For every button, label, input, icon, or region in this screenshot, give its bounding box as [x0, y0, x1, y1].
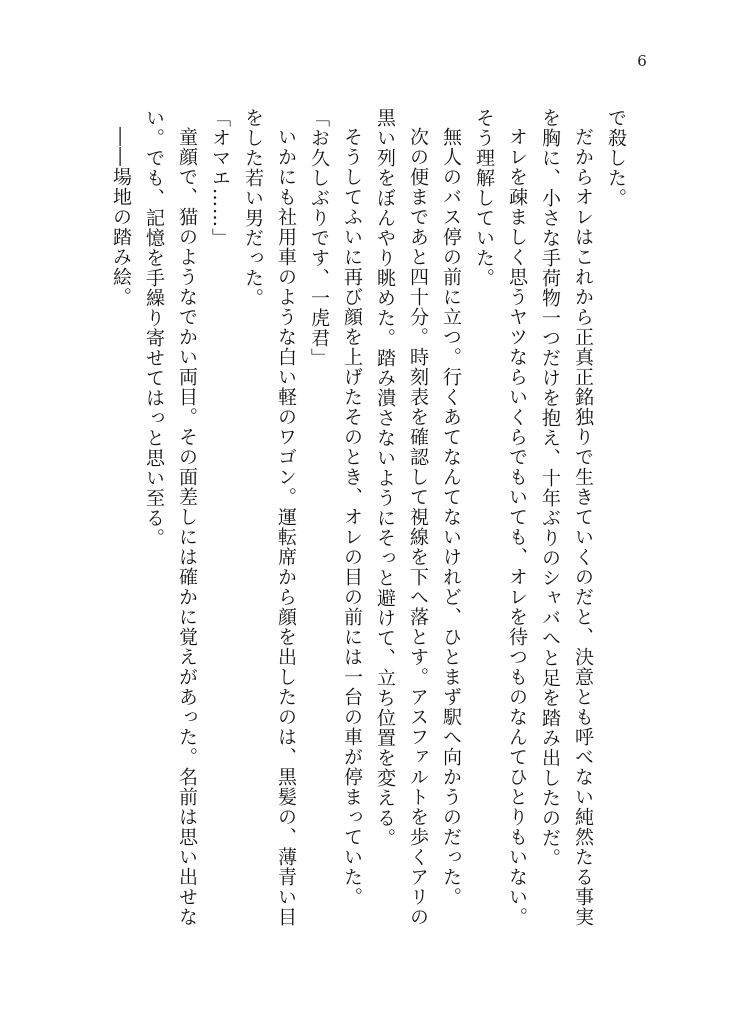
text-line: 童顔で、猫のようなでかい両目。その面差しには確かに覚えがあった。名前は思い出せな [176, 127, 198, 927]
text-line: 黒い列をぼんやり眺めた。踏み潰さないようにそっと避けて、立ち位置を変える。 [374, 108, 396, 848]
text-line: を胸に、小さな手荷物一つだけを抱え、十年ぶりのシャバへと足を踏み出したのだ。 [539, 108, 561, 868]
text-line: 「オマエ……」 [209, 108, 231, 248]
text-line: そうしてふいに再び顔を上げたそのとき、オレの目の前には一台の車が停まっていた。 [341, 127, 363, 907]
text-line: そう理解していた。 [473, 108, 495, 288]
text-line: だからオレはこれから正真正銘独りで生きていくのだと、決意とも呼べない純然たる事実 [572, 127, 594, 927]
text-line: オレを疎ましく思うヤツならいくらでもいても、オレを待つものなんてひとりもいない。 [506, 127, 528, 927]
text-line: 次の便まであと四十分。時刻表を確認して視線を下へ落とす。アスファルトを歩くアリの [407, 127, 429, 927]
page-number: 6 [637, 52, 647, 70]
text-line: ――場地の踏み絵。 [110, 127, 132, 307]
text-line: い。でも、記憶を手繰り寄せてはっと思い至る。 [143, 108, 165, 548]
text-line: 「お久しぶりです、一虎君」 [308, 108, 330, 368]
text-line: をした若い男だった。 [242, 108, 264, 308]
body-text [110, 108, 632, 948]
text-line: いかにも社用車のような白い軽のワゴン。運転席から顔を出したのは、黒髪の、薄青い目 [275, 127, 297, 927]
text-line: 無人のバス停の前に立つ。行くあてなんてないけれど、ひとまず駅へ向かうのだった。 [440, 127, 462, 907]
text-line: で殺した。 [605, 108, 627, 208]
